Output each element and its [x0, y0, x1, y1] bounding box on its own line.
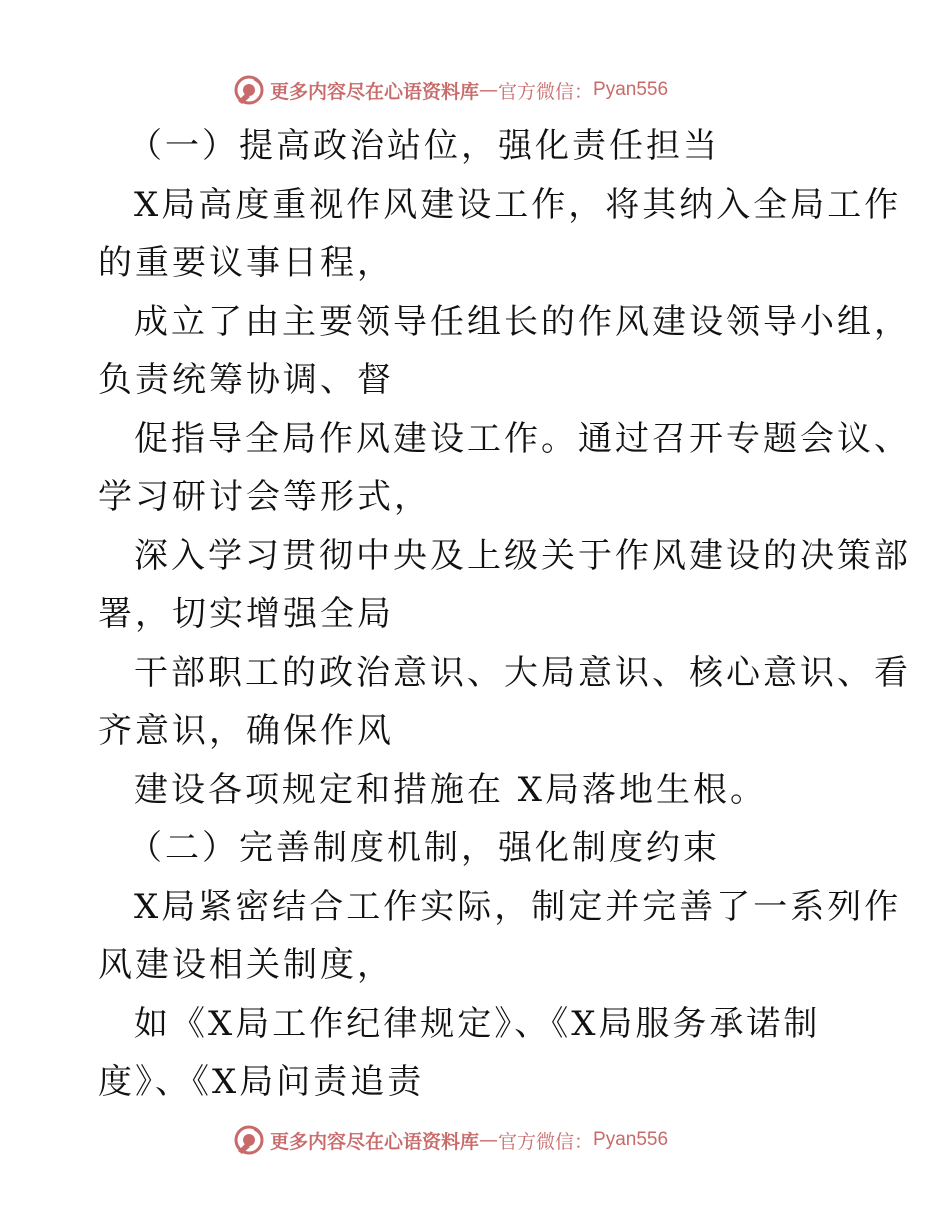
text-line: 学习研讨会等形式，: [98, 477, 431, 517]
text-line: 成立了由主要领导任组长的作风建设领导小组，: [134, 302, 911, 342]
watermark-main-text: 更多内容尽在心语资料库: [270, 80, 480, 103]
brand-logo-icon: [232, 73, 266, 107]
watermark-wechat-label: 官方微信：: [498, 80, 594, 103]
heading-section-one: （一）提高政治站位，强化责任担当: [128, 126, 720, 166]
text-line: 负责统筹协调、督: [98, 360, 394, 400]
watermark-banner-bottom: [232, 1122, 668, 1158]
text-line: 署，切实增强全局: [98, 594, 394, 634]
text-line: 如《X局工作纪律规定》、《X局服务承诺制: [134, 1004, 821, 1044]
text-line: 促指导全局作风建设工作。通过召开专题会议、: [134, 419, 911, 459]
watermark-banner-top: [232, 72, 668, 108]
watermark-separator: —: [479, 1129, 499, 1151]
text-line: X局高度重视作风建设工作，将其纳入全局工作: [134, 185, 902, 225]
watermark-wechat-label: 官方微信：: [498, 1130, 594, 1153]
text-line: 深入学习贯彻中央及上级关于作风建设的决策部: [134, 536, 911, 576]
text-line: 度》、《X局问责追责: [98, 1062, 425, 1102]
text-line: 建设各项规定和措施在 X局落地生根。: [134, 770, 768, 810]
text-line: 齐意识，确保作风: [98, 711, 394, 751]
brand-logo-icon: [232, 1123, 266, 1157]
text-line: 风建设相关制度，: [98, 945, 394, 985]
heading-section-two: （二）完善制度机制，强化制度约束: [128, 828, 720, 868]
text-line: X局紧密结合工作实际，制定并完善了一系列作: [134, 887, 902, 927]
watermark-wechat-id: Pyan556: [593, 1129, 669, 1150]
watermark-wechat-id: Pyan556: [593, 79, 669, 100]
text-line: 的重要议事日程，: [98, 243, 394, 283]
watermark-main-text: 更多内容尽在心语资料库: [270, 1130, 480, 1153]
text-line: 干部职工的政治意识、大局意识、核心意识、看: [134, 653, 911, 693]
watermark-separator: —: [479, 79, 499, 101]
